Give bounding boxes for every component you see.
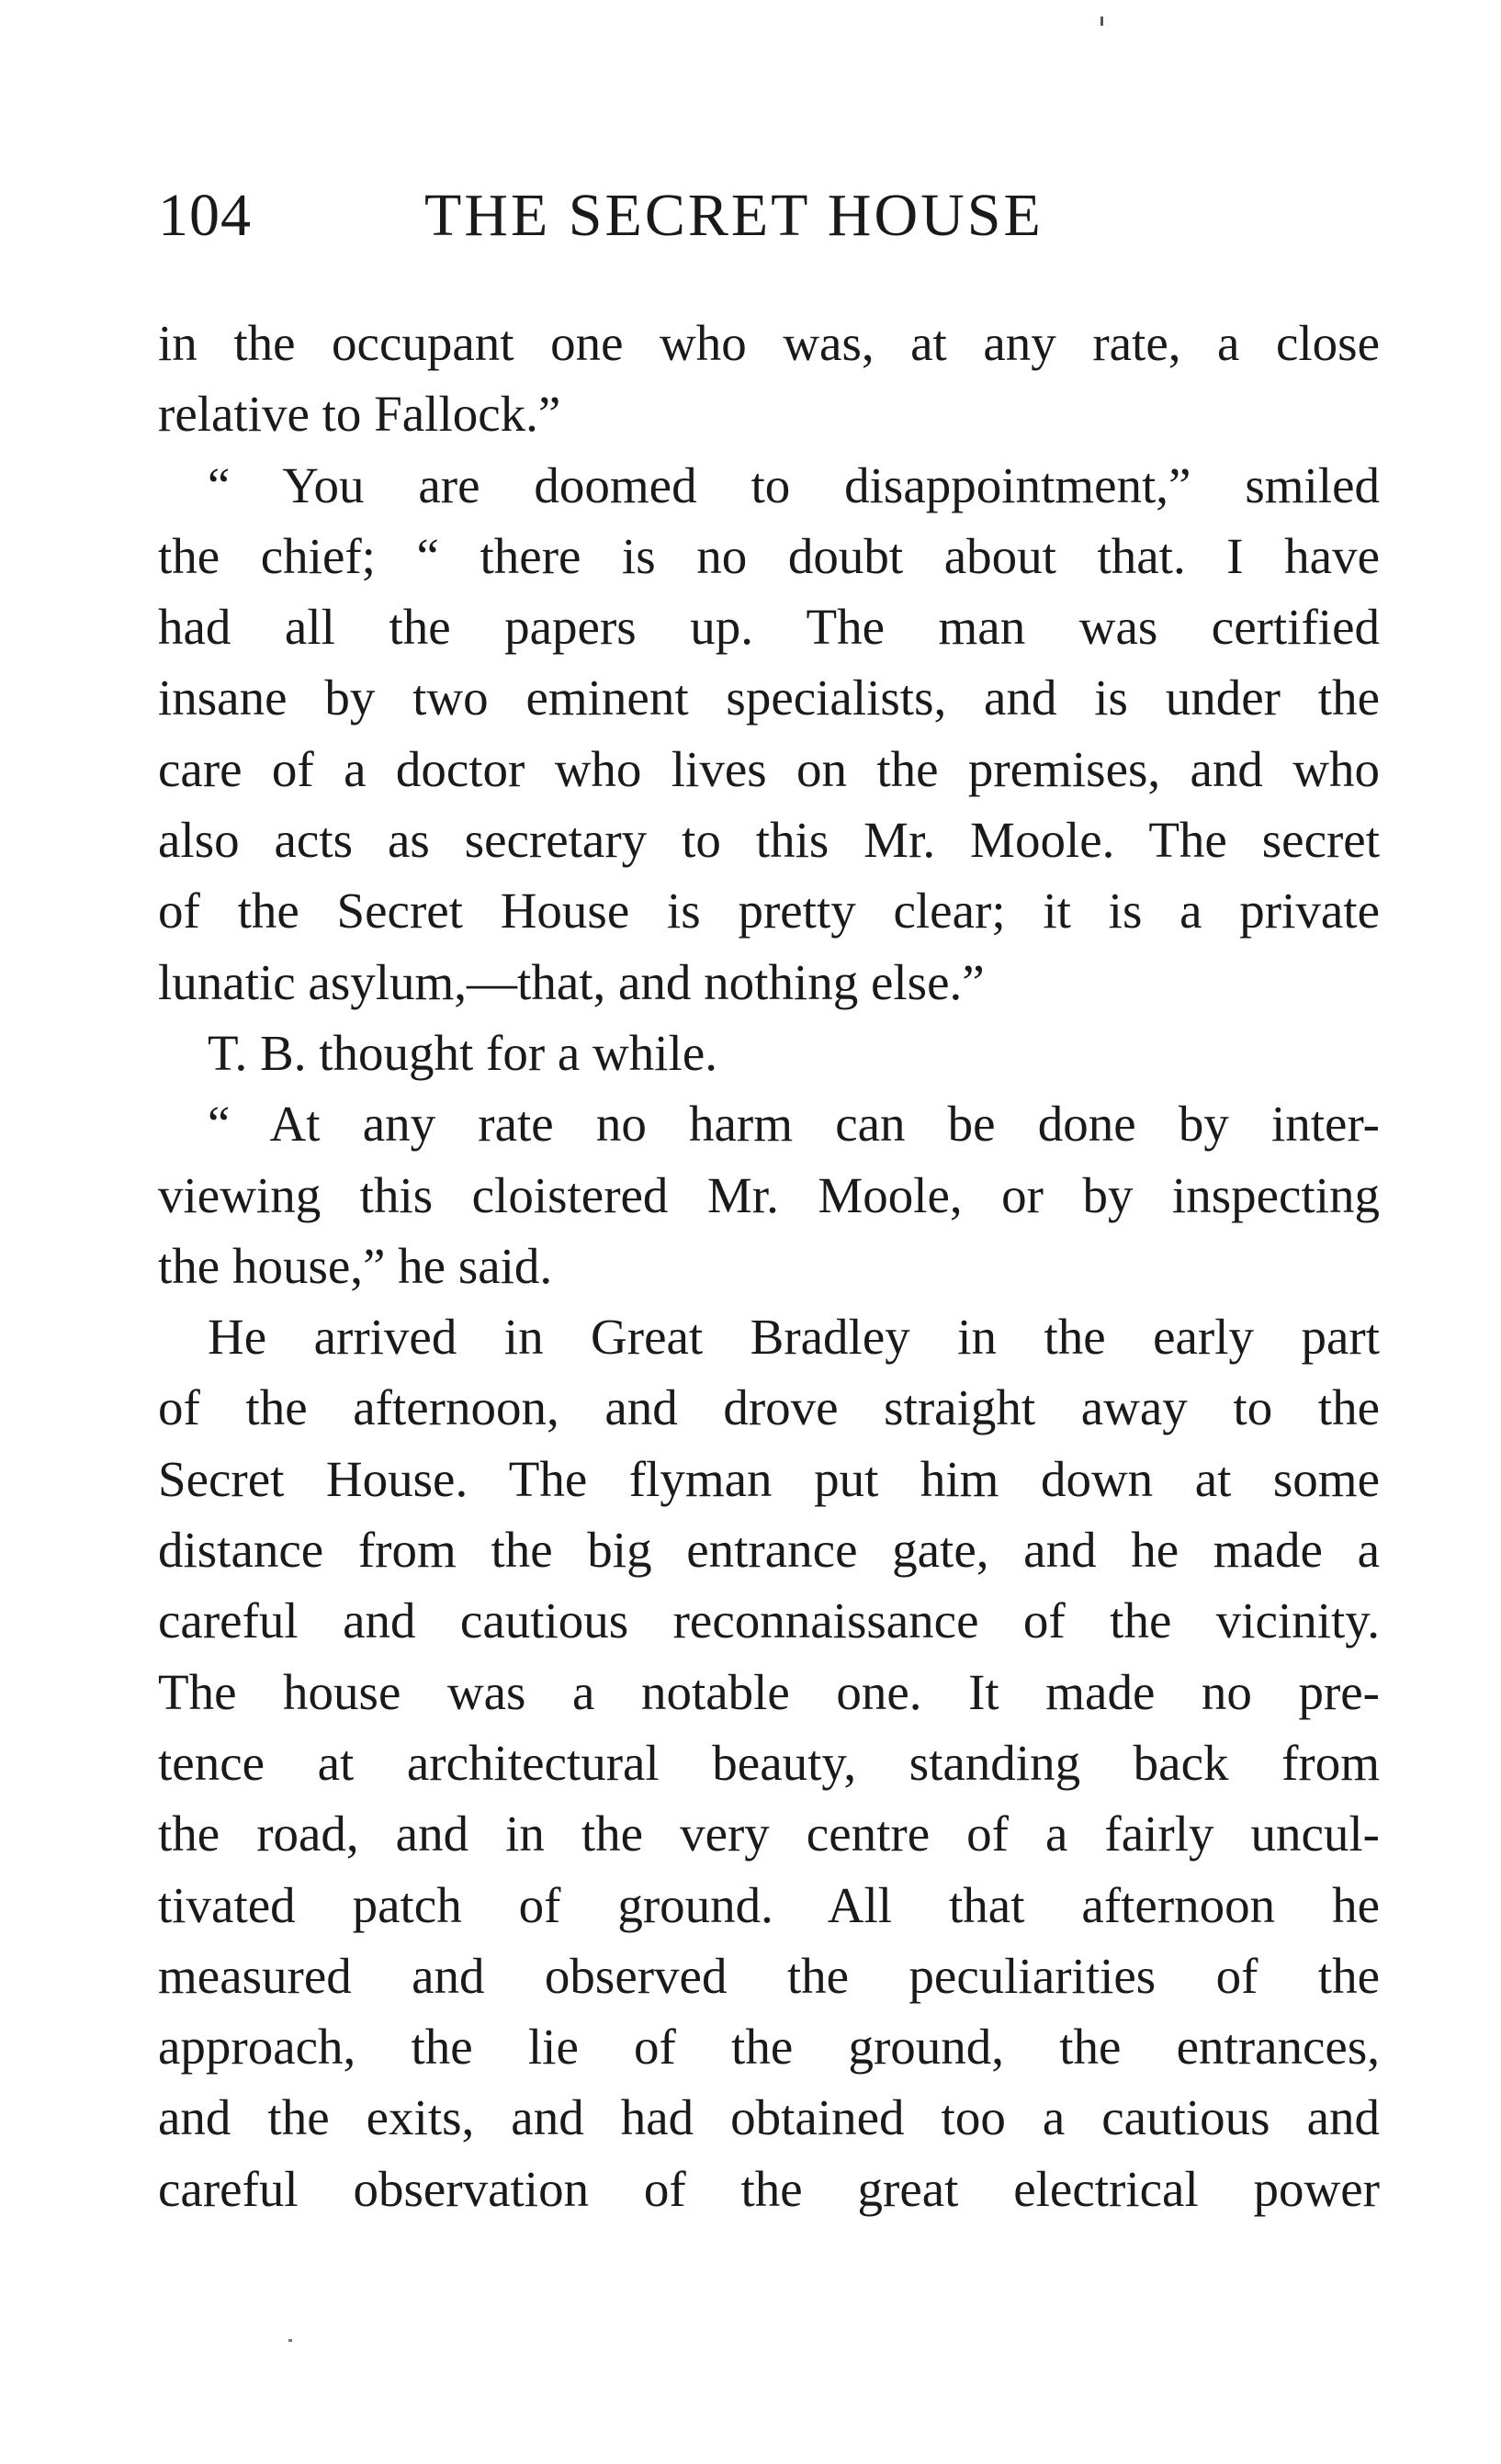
running-head: THE SECRET HOUSE <box>424 182 1044 249</box>
print-speck <box>1100 17 1103 26</box>
text-line: the chief; “ there is no doubt about that. I have <box>158 527 1380 584</box>
text-line: had all the papers up. The man was certified <box>158 599 1380 656</box>
text-line: the road, and in the very centre of a fairly uncul- <box>158 1806 1380 1862</box>
text-line: “ You are doomed to disappointment,” smiled <box>208 456 1380 513</box>
text-line: care of a doctor who lives on the premises, and who <box>158 740 1380 797</box>
page-number: 104 <box>158 182 252 249</box>
text-line: viewing this cloistered Mr. Moole, or by inspecting <box>158 1166 1380 1223</box>
text-line: The house was a notable one. It made no pre- <box>158 1663 1380 1720</box>
text-line: relative to Fallock.” <box>158 386 561 443</box>
text-line: “ At any rate no harm can be done by inter- <box>208 1096 1380 1153</box>
text-line: also acts as secretary to this Mr. Moole. The secret <box>158 812 1380 869</box>
body-text <box>158 308 1380 2224</box>
text-line: careful and cautious reconnaissance of the vicinity. <box>158 1592 1380 1649</box>
text-line: T. B. thought for a while. <box>208 1024 717 1081</box>
text-line: in the occupant one who was, at any rate, a close <box>158 315 1380 371</box>
text-line: distance from the big entrance gate, and he made a <box>158 1522 1380 1579</box>
text-line: tence at architectural beauty, standing back from <box>158 1734 1380 1791</box>
text-line: careful observation of the great electrical power <box>158 2160 1380 2217</box>
text-line: lunatic asylum,—that, and nothing else.” <box>158 953 985 1010</box>
text-line: the house,” he said. <box>158 1237 553 1294</box>
print-speck <box>288 2339 292 2342</box>
text-line: of the afternoon, and drove straight away to the <box>158 1379 1380 1436</box>
text-line: approach, the lie of the ground, the entrances, <box>158 2019 1380 2076</box>
text-line: Secret House. The flyman put him down at some <box>158 1450 1380 1507</box>
text-line: and the exits, and had obtained too a cautious and <box>158 2089 1380 2146</box>
text-line: tivated patch of ground. All that afternoon he <box>158 1876 1380 1933</box>
text-line: measured and observed the peculiarities of the <box>158 1947 1380 2004</box>
text-line: He arrived in Great Bradley in the early part <box>208 1309 1380 1366</box>
text-line: insane by two eminent specialists, and is under the <box>158 669 1380 726</box>
page-header <box>158 179 1380 253</box>
text-line: of the Secret House is pretty clear; it is a private <box>158 883 1380 939</box>
